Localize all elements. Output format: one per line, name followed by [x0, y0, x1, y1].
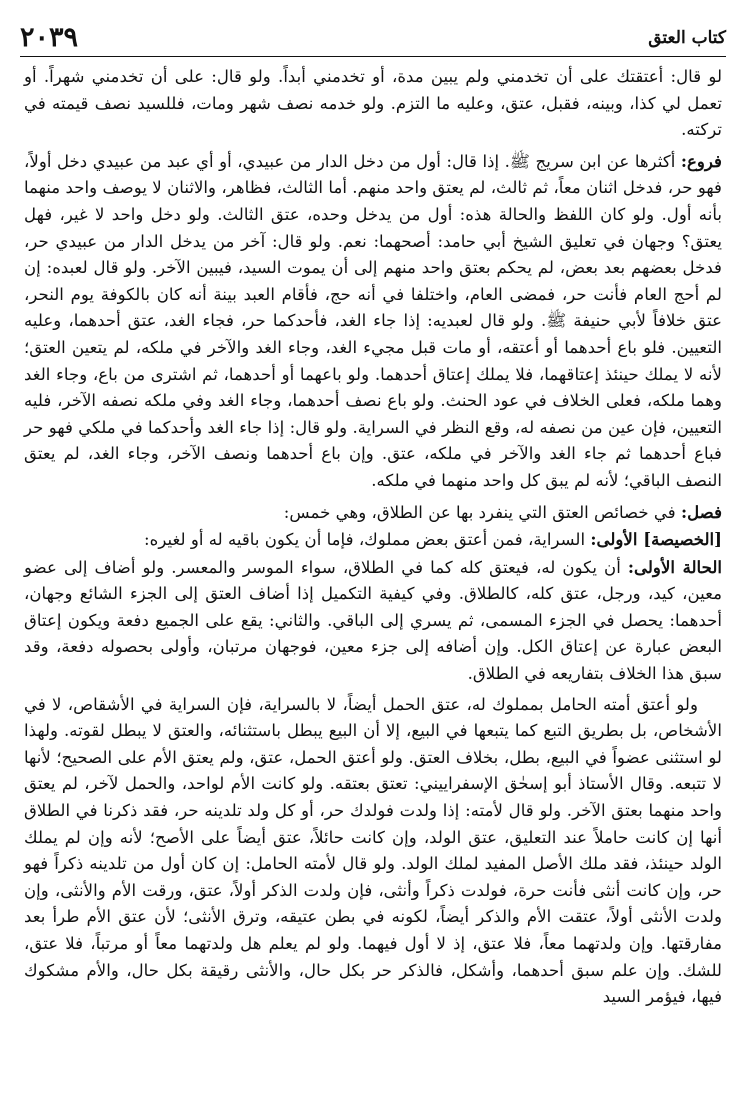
paragraph-lead: [الخصيصة] الأولى: — [590, 529, 722, 550]
running-title: كتاب العتق — [648, 28, 726, 48]
paragraph-lead: فصل: — [680, 501, 722, 522]
paragraph — [24, 148, 722, 495]
paragraph — [24, 554, 722, 688]
paragraph-text: في خصائص العتق التي ينفرد بها عن الطلاق، وهي خمس: — [283, 502, 681, 522]
page-number: ٢٠٣٩ — [20, 22, 79, 53]
paragraph-text: السراية، فمن أعتق بعض مملوك، فإما أن يكون باقيه له أو لغيره: — [144, 530, 591, 550]
paragraph-text: أكثرها عن ابن سريج ﷺ. إذا قال: أول من دخل الدار من عبيدي، أو أي عبد من عبيدي دخل أولاً، فهو حر، فدخل اثنان معاً، ثم ثالث، لم يعتق واحد منهم. أما الثالث، فظاهر، والاثنان لا يوصف واحد منهما بأنه أول. ولو كان اللفظ والحالة هذه: أول من يدخل وحده، عتق الثالث. ولو دخل واحد لا غير، فهل يعتق؟ وجهان في تعليق الشيخ أبي حامد: أصحهما: نعم. ولو قال: آخر من يدخل الدار من عبيدي حر، فدخل بعضهم بعد بعض، لم يحكم بعتق واحد منهم إلى أن يموت السيد، فيبين الآخر. ولو قال لعبده: إن لم أحج العام فأنت حر، فمضى العام، واختلفا في أنه حج، فأقام العبد بينة أنه كان بالكوفة يوم النحر، عتق خلافاً لأبي حنيفة ﷺ. ولو قال لعبديه: إذا جاء الغد، فأحدكما حر، فجاء الغد، عتق أحدهما، وعليه التعيين. فلو باع أحدهما أو أعتقه، أو مات قبل مجيء الغد، وجاء الغد والآخر في ملكه، لم يتعين العتق؛ لأنه لا يملك حينئذ إعتاقهما، فلا يملك إعتاق أحدهما. ولو باعهما أو أحدهما، ثم اشترى من باع، وجاء الغد وهما ملكه، فعلى الخلاف في عود الحنث. ولو باع نصف أحدهما، وجاء الغد وفي ملكه نصفه الآخر، فليه التعيين، فإن عين من نصفه له، وقع النظر في السراية. ولو قال: إذا جاء الغد وأحدكما في ملكي فهو حر فباع أحدهما ثم جاء الغد والآخر في ملكه، عتق. وإن باع أحدهما ونصف الآخر، وجاء الغد، لم يعتق النصف الباقي؛ لأنه لم يبق كل واحد منهما في ملكه. — [24, 151, 722, 490]
body-text — [24, 64, 722, 1011]
paragraph-text: أن يكون له، فيعتق كله كما في الطلاق، سواء الموسر والمعسر. ولو أضاف إلى عضو معين، كيد، ورجل، عتق كله، كالطلاق. وفي كيفية التكميل إذا أضاف العتق إلى الجزء الشائع وجهان، أحدهما: يحصل في الجزء المسمى، ثم يسري إلى الباقي. والثاني: يقع على الجميع دفعة ويكون إعتاق البعض عبارة عن إعتاق الكل. وإن أضافه إلى جزء معين، فوجهان مرتبان، وأولى بحصوله دفعة، وقد سبق هذا الخلاف بتفاريعه في الطلاق. — [24, 557, 722, 684]
page-header — [20, 22, 726, 56]
paragraph-lead: الحالة الأولى: — [627, 556, 722, 577]
paragraph — [24, 499, 722, 527]
header-rule — [20, 56, 726, 57]
paragraph-text: ولو أعتق أمته الحامل بمملوك له، عتق الحمل أيضاً، لا بالسراية، فإن السراية في الأشقاص، لا في الأشخاص، بل بطريق التبع كما يتبعها في البيع، إلا أن البيع يبطل باستثنائه، والعتق لا يبطل لقوته. ولهذا لو استثنى عضواً في البيع، بطل، بخلاف العتق. ولو أعتق الحمل، عتق، ولم يعتق الأم على الصحيح؛ لأنها لا تتبعه. وقال الأستاذ أبو إسحٰق الإسفراييني: تعتق بعتقه. ولو كانت الأم لواحد، والحمل لآخر، لم يعتق واحد منهما بعتق الآخر. ولو قال لأمته: إذا ولدت فولدك حر، أو كل ولد تلدينه حر، فقد ذكرنا في الطلاق أنها إن كانت حاملاً عند التعليق، عتق الولد، وإن كانت حائلاً، عتق أيضاً على الأصح؛ لأنه وإن لم يملك الولد حينئذ، فقد ملك الأصل المفيد لملك الولد. ولو قال لأمته الحامل: إن كان أول من تلدينه ذكراً فهو حر، وإن كانت أنثى فأنت حرة، فولدت ذكراً وأنثى، فإن ولدت الذكر أولاً، عتق، ورقت الأم والأنثى، وإن ولدت الأنثى أولاً، عتقت الأم والذكر أيضاً، لكونه في بطن عتيقه، وترق الأنثى؛ لأن عتق الأم طرأ بعد مفارقتها. وإن ولدتهما معاً، فلا عتق، إذ لا أول فيهما. ولو لم يعلم هل ولدتهما معاً أو مرتباً، فلا عتق، للشك. وإن علم سبق أحدهما، وأشكل، فالذكر حر بكل حال، والأنثى رقيقة بكل حال، والأم مشكوك فيها، فيؤمر السيد — [24, 694, 722, 1007]
paragraph-lead: فروع: — [680, 150, 722, 171]
paragraph — [24, 692, 722, 1011]
paragraph — [24, 64, 722, 144]
paragraph — [24, 526, 722, 554]
paragraph-text: لو قال: أعتقتك على أن تخدمني ولم يبين مدة، أو تخدمني أبداً. ولو قال: على أن تخدمني شهراً. أو تعمل لي كذا، وبينه، فقبل، عتق، وعليه ما التزم. ولو خدمه نصف شهر ومات، فللسيد نصف قيمته في تركته. — [24, 67, 722, 140]
